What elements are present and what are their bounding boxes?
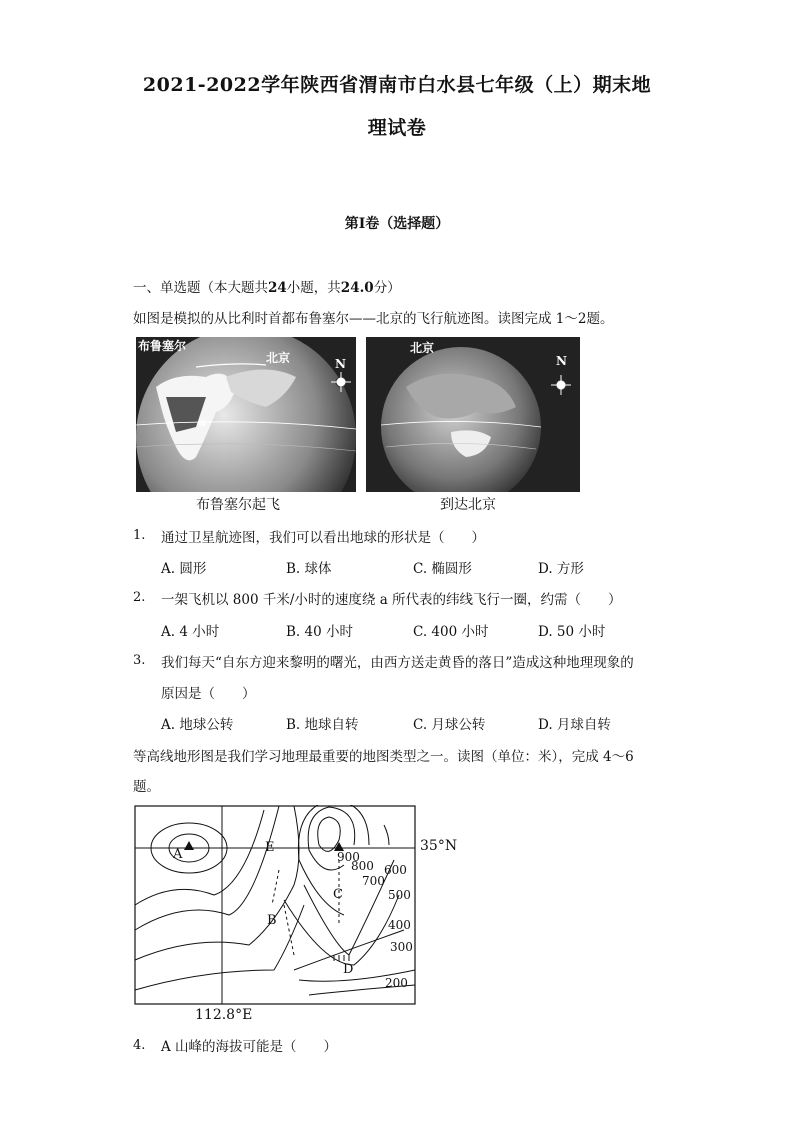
intro-paragraph-1: 如图是模拟的从比利时首都布鲁塞尔——北京的飞行航迹图。读图完成 1～2题。 (133, 311, 614, 327)
north-label-left: N (335, 357, 346, 371)
question-text-3: 我们每天“自东方迎来黎明的曙光，由西方送走黄昏的落日”造成这种地理现象的 (161, 655, 634, 671)
question-number-2: 2. (133, 590, 146, 605)
contour-600: 600 (384, 863, 407, 877)
intro-paragraph-2-cont: 题。 (133, 779, 160, 795)
contour-map (134, 805, 416, 1005)
question-number-3: 3. (133, 653, 146, 668)
globe-image-departure (136, 337, 356, 492)
q2-option-b[interactable]: B. 40 小时 (286, 624, 353, 640)
point-d: D (343, 962, 354, 977)
point-c: C (333, 887, 343, 902)
q1-option-c[interactable]: C. 椭圆形 (413, 561, 472, 577)
contour-900: 900 (337, 850, 360, 864)
point-a: A (173, 847, 183, 862)
contour-800: 800 (351, 859, 374, 873)
question-text-2: 一架飞机以 800 千米/小时的速度绕 a 所代表的纬线飞行一圈，约需（ ） (161, 592, 622, 608)
contour-500: 500 (388, 888, 411, 902)
caption-arrival: 到达北京 (440, 497, 496, 513)
caption-departure: 布鲁塞尔起飞 (196, 497, 280, 513)
contour-200: 200 (385, 976, 408, 990)
q3-option-c[interactable]: C. 月球公转 (413, 717, 486, 733)
q1-option-d[interactable]: D. 方形 (538, 561, 584, 577)
label-brussels: 布鲁塞尔 (138, 339, 187, 353)
question-text-3-cont: 原因是（ ） (161, 686, 256, 702)
intro-paragraph-2: 等高线地形图是我们学习地理最重要的地图类型之一。读图（单位：米），完成 4～6 (133, 749, 634, 765)
question-number-4: 4. (133, 1038, 146, 1053)
latitude-label: 35°N (420, 838, 458, 854)
q2-option-a[interactable]: A. 4 小时 (161, 624, 220, 640)
part-heading: 一、单选题（本大题共24小题，共24.0分） (133, 280, 401, 296)
question-text-4: A 山峰的海拔可能是（ ） (161, 1039, 338, 1055)
globe-image-arrival (366, 337, 580, 492)
q1-option-b[interactable]: B. 球体 (286, 561, 332, 577)
q3-option-b[interactable]: B. 地球自转 (286, 717, 359, 733)
north-label-right: N (556, 354, 567, 368)
q2-option-d[interactable]: D. 50 小时 (538, 624, 606, 640)
label-latitude-a: a (198, 415, 206, 429)
label-beijing-right: 北京 (410, 341, 435, 355)
q3-option-d[interactable]: D. 月球自转 (538, 717, 611, 733)
contour-700: 700 (362, 874, 385, 888)
q2-option-c[interactable]: C. 400 小时 (413, 624, 489, 640)
section-heading: 第I卷（选择题） (344, 216, 450, 232)
longitude-label: 112.8°E (195, 1007, 253, 1023)
question-number-1: 1. (133, 528, 146, 543)
question-text-1: 通过卫星航迹图，我们可以看出地球的形状是（ ） (161, 530, 485, 546)
exam-title-line2: 理试卷 (367, 117, 427, 139)
q3-option-a[interactable]: A. 地球公转 (161, 717, 234, 733)
contour-400: 400 (388, 918, 411, 932)
contour-300: 300 (390, 940, 413, 954)
exam-title-line1: 2021-2022学年陕西省渭南市白水县七年级（上）期末地 (142, 74, 652, 96)
point-e: E (265, 840, 275, 855)
label-beijing-left: 北京 (266, 351, 291, 365)
point-b: B (267, 913, 277, 928)
q1-option-a[interactable]: A. 圆形 (161, 561, 207, 577)
